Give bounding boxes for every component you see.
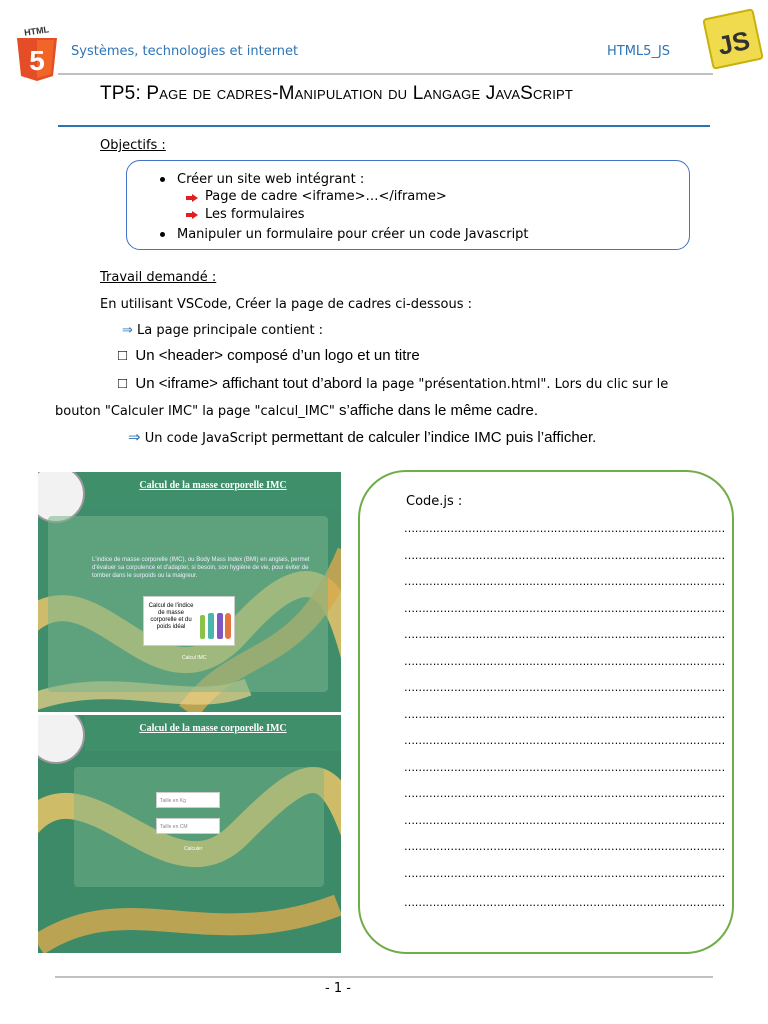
- work-header-item: [118, 347, 420, 364]
- work-iframe-text-d: s’affiche dans le même cadre.: [334, 402, 539, 419]
- objective-subitem: Les formulaires: [205, 207, 305, 222]
- objective-subitem: Page de cadre <iframe>…</iframe>: [205, 189, 447, 204]
- html5-logo: [13, 24, 61, 82]
- code-title: Code.js :: [406, 494, 463, 509]
- calculer-button[interactable]: Calculer: [184, 846, 203, 852]
- red-arrow-icon: [186, 194, 198, 202]
- js-logo-label: JS: [715, 24, 753, 61]
- answer-line: ………………………………………………………………………………: [404, 628, 726, 641]
- answer-line: ………………………………………………………………………………: [404, 787, 726, 800]
- work-iframe-text-a: Un <iframe> affichant tout d’abord: [135, 375, 367, 392]
- calcul-title: Calcul de la masse corporelle IMC: [139, 723, 287, 734]
- double-arrow-icon: ⇒: [128, 429, 141, 446]
- answer-line: ………………………………………………………………………………: [404, 575, 726, 588]
- header-module-code: HTML5_JS: [607, 44, 671, 59]
- answer-line: ………………………………………………………………………………: [404, 708, 726, 721]
- work-main-page-text: La page principale contient :: [137, 323, 324, 338]
- answer-line: ………………………………………………………………………………: [404, 814, 726, 827]
- objective-item: Manipuler un formulaire pour créer un code Javascript: [177, 227, 529, 242]
- bullet-icon: [160, 232, 165, 237]
- imc-card-text: Calcul de l'indice de masse corporelle et du poids idéal: [148, 603, 194, 630]
- work-js-item: [128, 428, 596, 446]
- answer-line: ………………………………………………………………………………: [404, 734, 726, 747]
- presentation-header-bar: [85, 472, 341, 508]
- html5-logo-number: 5: [29, 45, 45, 76]
- answer-line: ………………………………………………………………………………: [404, 867, 726, 880]
- work-label: Travail demandé :: [100, 270, 217, 285]
- answer-line: ………………………………………………………………………………: [404, 840, 726, 853]
- red-arrow-icon: [186, 211, 198, 219]
- header-divider: [58, 73, 713, 75]
- page-title: TP5: Page de cadres-Manipulation du Langage JavaScript: [100, 83, 574, 104]
- answer-line: ………………………………………………………………………………: [404, 681, 726, 694]
- people-silhouettes-icon: [198, 601, 232, 641]
- calcul-header-bar: [85, 715, 341, 751]
- answer-line: ………………………………………………………………………………: [404, 655, 726, 668]
- title-divider: [58, 125, 710, 127]
- page-number: - 1 -: [325, 981, 351, 996]
- objectives-label: Objectifs :: [100, 138, 166, 153]
- answer-line: ………………………………………………………………………………: [404, 522, 726, 535]
- imc-card: [143, 596, 235, 646]
- checkbox-icon: □: [118, 347, 128, 364]
- answer-line: ………………………………………………………………………………: [404, 761, 726, 774]
- work-js-text-a: Un code JavaScript: [144, 431, 268, 446]
- work-iframe-text-c: bouton "Calculer IMC" la page "calcul_IMC": [55, 404, 335, 419]
- bullet-icon: [160, 177, 165, 182]
- checkbox-icon: □: [118, 375, 128, 392]
- js-logo: [700, 8, 766, 70]
- work-iframe-item: [118, 375, 668, 392]
- work-main-page: [122, 323, 323, 338]
- work-intro: En utilisant VSCode, Créer la page de cadres ci-dessous :: [100, 297, 473, 312]
- footer-divider: [55, 976, 713, 978]
- presentation-screenshot: [38, 472, 341, 712]
- work-js-text-b: permettant de calculer l’indice IMC puis l’afficher.: [267, 429, 597, 446]
- work-iframe-text-b: la page "présentation.html". Lors du clic sur le: [366, 377, 669, 392]
- answer-line: ………………………………………………………………………………: [404, 896, 726, 909]
- weight-input[interactable]: Taille en Kg: [156, 792, 220, 808]
- height-input[interactable]: Taille en CM: [156, 818, 220, 834]
- answer-line: ………………………………………………………………………………: [404, 602, 726, 615]
- work-header-item-text: Un <header> composé d’un logo et un titre: [135, 347, 420, 364]
- presentation-description: L'indice de masse corporelle (IMC), ou Body Mass Index (BMI) en anglais, permet d'évaluer sa corpulence et d'adapter, si besoin, son hygiène de vie, pour éviter de tomber dans le surpoids ou la maigreur.: [92, 557, 310, 579]
- html5-logo-label: HTML: [23, 24, 50, 38]
- calcul-screenshot: [38, 715, 341, 953]
- answer-line: ………………………………………………………………………………: [404, 549, 726, 562]
- objective-item: Créer un site web intégrant :: [177, 172, 365, 187]
- double-arrow-icon: ⇒: [122, 323, 133, 338]
- presentation-title: Calcul de la masse corporelle IMC: [139, 480, 287, 491]
- work-iframe-item-cont: [55, 402, 538, 419]
- header-course-title: Systèmes, technologies et internet: [71, 44, 299, 59]
- calculer-imc-button[interactable]: Calcul IMC: [182, 655, 207, 661]
